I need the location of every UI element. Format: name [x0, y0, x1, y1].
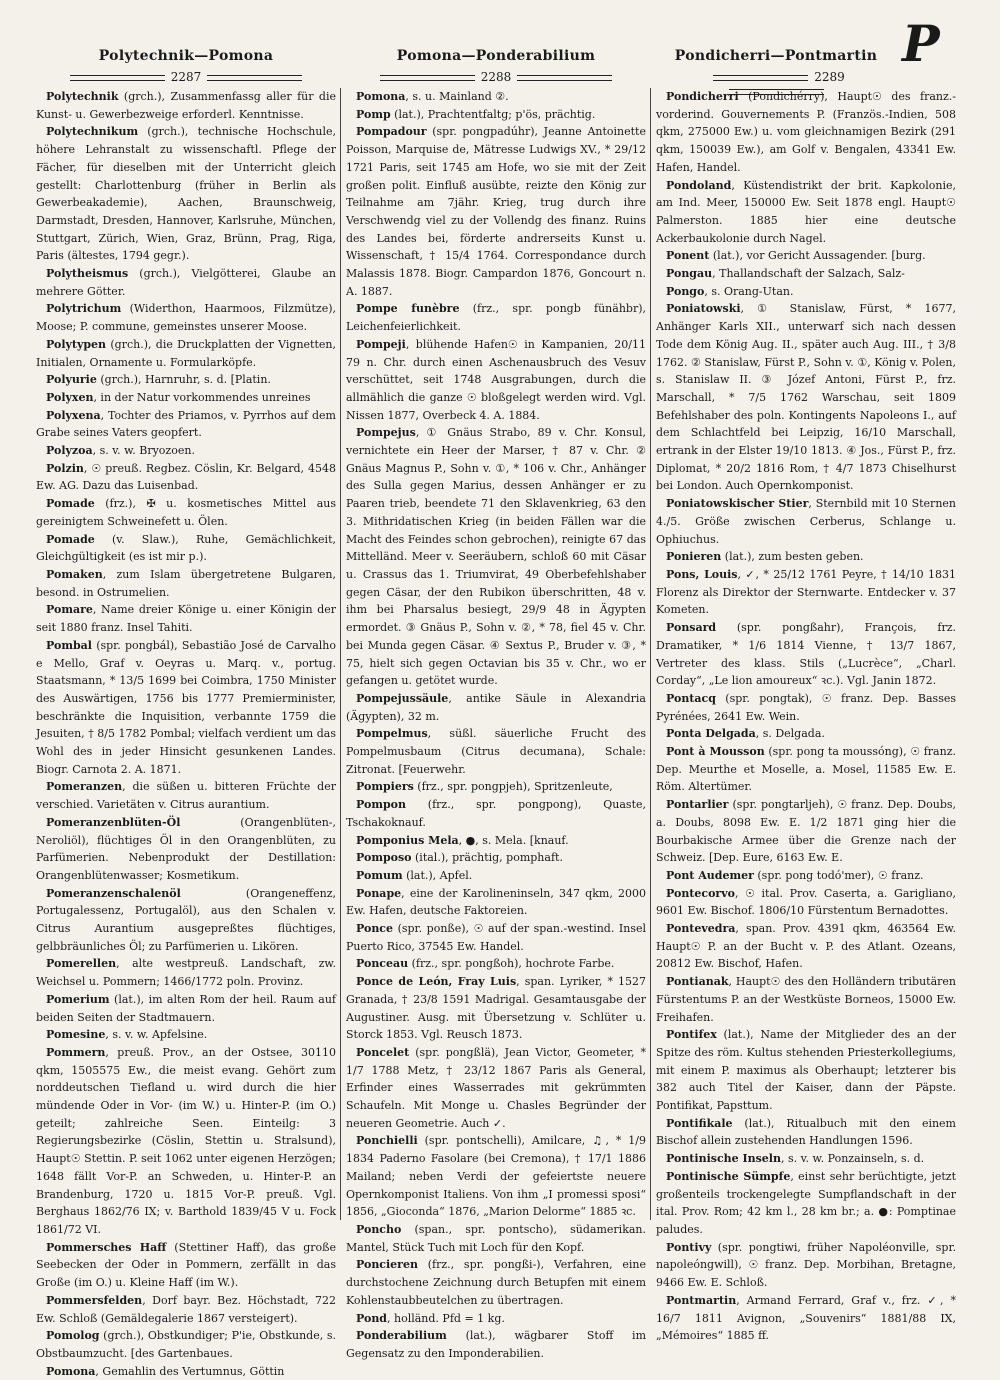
column-right	[656, 88, 957, 1343]
entry-headword: Pontecorvo	[666, 886, 735, 900]
entry-text: , Sternbild mit 10 Sternen 4./5. Größe zwischen Cerberus, Schlange u. Ophiuchus.	[656, 497, 956, 546]
entry-headword: Ponsard	[666, 621, 717, 635]
running-head-center: Pomona—Ponderabilium	[396, 48, 596, 64]
entry-text: , Gemahlin des Vertumnus, Göttin	[95, 1364, 285, 1378]
dictionary-entry	[36, 778, 336, 813]
dictionary-entry	[656, 690, 956, 725]
section-letter: P	[902, 14, 940, 73]
entry-text: (grch.), technische Hochschule, höhere Lehranstalt zu wissenschaftl. Pflege der Fächer, für dieselben mit der Unterricht gleich gestellt: Charlottenburg (früher in Berlin als Gewerbeakademie), Aachen, Braunschweig, Darmstadt, Dresden, Hannover, Karlsruhe, München, Stuttgart, Zürich, Wien, Graz, Brünn, Prag, Riga, Paris (ältestes, 1794 gegr.).	[36, 125, 336, 263]
entry-text: (frz., spr. pongb fünähbr), Leichenfeierlichkeit.	[346, 302, 646, 334]
entry-headword: Polyzoa	[46, 444, 93, 458]
dictionary-entry	[656, 495, 956, 548]
entry-text: , Armand Ferrard, Graf v., frz. ✓, * 16/7 1811 Avignon, „Souvenirs“ 1881/88 IX, „Mémoires“ 1885 ff.	[656, 1293, 956, 1343]
dictionary-entry	[346, 1132, 646, 1221]
entry-text: , die süßen u. bitteren Früchte der verschied. Varietäten v. Citrus aurantium.	[36, 780, 336, 812]
dictionary-entry	[36, 1292, 336, 1327]
dictionary-entry	[346, 424, 646, 690]
entry-headword: Ponta Delgada	[666, 727, 756, 741]
entry-headword: Polyurie	[46, 373, 97, 387]
entry-headword: Pompe funèbre	[356, 302, 460, 316]
dictionary-entry	[36, 566, 336, 601]
dictionary-entry	[656, 619, 956, 690]
page-number-center	[346, 70, 646, 84]
dictionary-entry	[656, 1239, 956, 1292]
entry-text: (spr. pontschelli), Amilcare, ♫, * 1/9 1834 Paderno Fasolare (bei Cremona), † 17/1 1886 Mailand; neben Verdi der gefeiertste neuere Opernkomponist Italiens. Von ihm „I promessi sposi“ 1856, „Gioconda“ 1876, „Marion Delorme“ 1885 ꝛc.	[346, 1134, 646, 1219]
dictionary-entry	[346, 88, 646, 106]
entry-headword: Pommersfelden	[46, 1293, 143, 1307]
dictionary-entry	[36, 300, 336, 335]
dictionary-entry	[656, 796, 956, 867]
entry-text: , blühende Hafen☉ in Kampanien, 20/11 79 n. Chr. durch einen Aschenausbruch des Vesuv verschüttet, seit 1748 Ausgrabungen, durch die allmählich die ganze ☉ bloßgelegt werden wird. Vgl. Nissen 1877, Overbeck 4. A. 1884.	[346, 337, 646, 422]
entry-text: (spr. pongtarljeh), ☉ franz. Dep. Doubs, a. Doubs, 8098 Ew. E. 1/2 1871 ging hier die Bourbakische Armee über die Grenze nach der Schweiz. [Dep. Eure, 6163 Ew. E.	[656, 798, 956, 865]
entry-headword: Poncieren	[356, 1258, 418, 1272]
entry-text: , Name dreier Könige u. einer Königin der seit 1880 franz. Insel Tahiti.	[36, 603, 336, 635]
entry-headword: Pomerium	[46, 992, 110, 1006]
dictionary-entry	[36, 1327, 336, 1362]
entry-headword: Ponape	[356, 886, 402, 900]
entry-text: (lat.), Apfel.	[402, 868, 473, 882]
entry-headword: Pomeranzen	[46, 780, 123, 794]
dictionary-entry	[36, 1026, 336, 1044]
entry-text: , ① Stanislaw, Fürst, * 1677, Anhänger Karls XII., unterwarf sich nach dessen Tode dem König Aug. II., später auch Aug. III., † 3/8 1762. ② Stanislaw, Fürst P., Sohn v. ①, König v. Polen, s. Stanislaw II. ③ Józef Antoni, Fürst P., frz. Marschall, * 7/5 1762 Warschau, seit 1809 Befehlshaber des poln. Kontingents Napoleons I., auf dem Schlachtfeld bei Leipzig, 16/10 Marschall, ertrank in der Elster 19/10 1813. ④ Jos., Fürst P., frz. Diplomat, * 20/2 1816 Rom, † 4/7 1873 Chiselhurst bei London. Auch Opernkomponist.	[656, 302, 956, 493]
entry-headword: Pommern	[46, 1045, 106, 1059]
entry-text: (grch.), Vielgötterei, Glaube an mehrere Götter.	[36, 267, 336, 298]
entry-headword: Pomade	[46, 532, 95, 546]
entry-headword: Pontianak	[666, 975, 729, 989]
dictionary-entry	[346, 920, 646, 955]
entry-text: (spr. pongbál), Sebastião José de Carvalho e Mello, Graf v. Oeyras u. Marq. v., portug. Staatsmann, * 13/5 1699 bei Coimbra, 1750 Minister des Auswärtigen, 1756 bis 1777 Premierminister, beschränkte die Inquisition, verbannte 1759 die Jesuiten, † 8/5 1782 Pombal; vielfach verdient um das Wohl des in jeder Hinsicht gesunkenen Landes. Biogr. Carnota 2. A. 1871.	[36, 638, 336, 776]
entry-text: , ① Gnäus Strabo, 89 v. Chr. Konsul, vernichtete ein Heer der Marser, † 87 v. Chr. ② Gnäus Magnus P., Sohn v. ①, * 106 v. Chr., Anhänger des Sulla gegen Marius, dessen Anhänger er zu Paaren trieb, beendete 71 den Sklavenkrieg, 63 den 3. Mithridatischen Krieg (in beiden Fällen war die Macht des Feindes schon gebrochen), reinigte 67 das Mittelländ. Meer v. Seeräubern, schloß 60 mit Cäsar u. Crassus das 1. Triumvirat, 49 Oberbefehlshaber gegen Cäsar, der den Rubikon überschritten, 48 v. ihm bei Pharsalus besiegt, 29/9 48 in Ägypten ermordet. ③ Gnäus P., Sohn v. ②, * 78, fiel 45 v. Chr. bei Munda gegen Cäsar. ④ Sextus P., Bruder v. ③, * 75, hielt sich gegen Octavian bis 35 v. Chr., wo er gefangen u. getötet wurde.	[346, 426, 646, 688]
dictionary-entry	[36, 601, 336, 636]
entry-text: , Küstendistrikt der brit. Kapkolonie, am Ind. Meer, 150000 Ew. Seit 1878 engl. Haupt☉ Palmerston. 1885 hier eine deutsche Ackerbaukolonie durch Nagel.	[656, 178, 956, 245]
entry-text: (frz.), ✠ u. kosmetisches Mittel aus gereinigtem Schweinefett u. Ölen.	[36, 497, 336, 528]
entry-headword: Pomona	[46, 1364, 96, 1378]
entry-text: , Dorf bayr. Bez. Höchstadt, 722 Ew. Schloß (Gemäldegalerie 1867 versteigert).	[36, 1293, 336, 1325]
entry-headword: Pondoland	[666, 178, 732, 192]
entry-headword: Pompelmus	[356, 727, 428, 741]
column-left	[36, 88, 336, 1378]
dictionary-entry	[346, 725, 646, 778]
dictionary-entry	[656, 1150, 956, 1168]
entry-headword: Pomolog	[46, 1329, 100, 1343]
entry-headword: Pomeranzenschalenöl	[46, 886, 181, 900]
entry-text: (spr. pongtak), ☉ franz. Dep. Basses Pyrénées, 2641 Ew. Wein.	[656, 691, 956, 723]
dictionary-entry	[346, 1221, 646, 1256]
entry-headword: Polytechnikum	[46, 125, 139, 139]
entry-text: , span. Lyriker, * 1527 Granada, † 23/8 1591 Madrigal. Gesamtausgabe der Augustiner. Ausg. mit Übersetzung v. Schlüter u. Storck 1853. Vgl. Reusch 1873.	[346, 975, 646, 1042]
dictionary-entry	[656, 548, 956, 566]
dictionary-entry	[656, 283, 956, 301]
entry-headword: Pomponius Mela	[356, 833, 459, 847]
entry-text: (lat.), Prachtentfaltg; p'ös, prächtig.	[390, 107, 596, 121]
dictionary-entry	[346, 778, 646, 796]
entry-text: (Stettiner Haff), das große Seebecken der Oder in Pommern, zerfällt in das Große (im O.) u. Kleine Haff (im W.).	[36, 1240, 336, 1290]
entry-text: (lat.), wägbarer Stoff im Gegensatz zu den Imponderabilien.	[346, 1329, 646, 1360]
entry-text: , s. v. w. Bryozoen.	[92, 444, 195, 458]
entry-text: , s. Delgada.	[755, 727, 825, 741]
dictionary-entry	[346, 832, 646, 850]
dictionary-entry	[36, 442, 336, 460]
dictionary-entry	[36, 123, 336, 265]
entry-headword: Pongau	[666, 267, 713, 281]
entry-headword: Pontivy	[666, 1240, 712, 1254]
entry-text: (grch.), die Druckplatten der Vignetten, Initialen, Ornamente u. Formularköpfe.	[36, 337, 336, 369]
entry-text: , ☉ ital. Prov. Caserta, a. Garigliano, 9601 Ew. Bischof. 1806/10 Fürstentum Bernadottes.	[656, 886, 956, 918]
entry-text: , span. Prov. 4391 qkm, 463564 Ew. Haupt☉ P. an der Bucht v. P. des Atlant. Ozeans, 20812 Ew. Bischof, Hafen.	[656, 922, 956, 971]
entry-text: (grch.), Obstkundiger; P'ie, Obstkunde, s. Obstbaumzucht. [des Gartenbaues.	[36, 1329, 336, 1360]
entry-headword: Polytypen	[46, 337, 107, 351]
dictionary-entry	[36, 1363, 336, 1380]
entry-headword: Poniatowskischer Stier	[666, 497, 809, 511]
dictionary-entry	[656, 247, 956, 265]
page-number-center-text: 2288	[480, 70, 512, 84]
entry-text: (Pondichérry), Haupt☉ des franz.-vorderind. Gouvernements P. (Französ.-Indien, 508 qkm, 275000 Ew.) u. vom gleichnamigen Bezirk (291 qkm, 150039 Ew.), am Golf v. Bengalen, 43341 Ew. Hafen, Handel.	[656, 90, 956, 174]
dictionary-entry	[656, 300, 956, 495]
dictionary-entry	[656, 725, 956, 743]
entry-text: , antike Säule in Alexandria (Ägypten), 32 m.	[346, 691, 646, 723]
entry-text: (frz., spr. pongßoh), hochrote Farbe.	[408, 957, 615, 971]
entry-text: (spr. pongtiwi, früher Napoléonville, spr. napoleóngwill), ☉ franz. Dep. Morbihan, Bretagne, 9466 Ew. E. Schloß.	[656, 1240, 956, 1290]
dictionary-entry	[36, 336, 336, 371]
dictionary-entry	[36, 265, 336, 300]
dictionary-entry	[346, 123, 646, 300]
entry-headword: Polyxena	[46, 408, 101, 422]
running-head-right: Pondicherri—Pontmartin	[674, 48, 878, 64]
entry-headword: Pongo	[666, 284, 705, 298]
entry-headword: Pompadour	[356, 125, 427, 139]
dictionary-entry	[36, 955, 336, 990]
entry-text: (spr. pong todó'mer), ☉ franz.	[753, 868, 924, 882]
dictionary-entry	[656, 920, 956, 973]
entry-text: , s. v. w. Ponzainseln, s. d.	[780, 1152, 925, 1166]
entry-headword: Pontifex	[666, 1028, 717, 1042]
dictionary-entry	[346, 849, 646, 867]
entry-text: (spr. pongßlä), Jean Victor, Geometer, * 1/7 1788 Metz, † 23/12 1867 Paris als General, Erfinder eines Wasserrades mit gekrümmten Schaufeln. Mit Monge u. Chasles Begründer der neueren Geometrie. Auch ✓.	[346, 1045, 646, 1130]
entry-headword: Ponent	[666, 249, 710, 263]
entry-text: (frz., spr. pongßi-), Verfahren, eine durchstochene Zeichnung durch Betupfen mit einem Kohlenstaubbeutelchen zu übertragen.	[346, 1258, 646, 1307]
dictionary-entry	[36, 637, 336, 779]
entry-text: (grch.), Harnruhr, s. d. [Platin.	[96, 373, 271, 387]
entry-headword: Pont Audemer	[666, 868, 754, 882]
dictionary-entry	[346, 1327, 646, 1362]
dictionary-entry	[656, 867, 956, 885]
dictionary-entry	[656, 973, 956, 1026]
entry-text: (lat.), im alten Rom der heil. Raum auf beiden Seiten der Stadtmauern.	[36, 992, 336, 1024]
entry-headword: Pompiers	[356, 780, 414, 794]
entry-headword: Pomesine	[46, 1028, 106, 1042]
page-number-right-text: 2289	[814, 70, 845, 84]
entry-headword: Pomp	[356, 107, 391, 121]
entry-text: , süßl. säuerliche Frucht des Pompelmusbaum (Citrus decumana), Schale: Zitronat. [Feuerwehr.	[346, 727, 646, 776]
dictionary-entry	[656, 177, 956, 248]
entry-text: (spr. ponße), ☉ auf der span.-westind. Insel Puerto Rico, 37545 Ew. Handel.	[346, 922, 646, 953]
column-center	[346, 88, 646, 1360]
dictionary-entry	[36, 460, 336, 495]
entry-headword: Pontmartin	[666, 1293, 737, 1307]
entry-headword: Polytheismus	[46, 267, 129, 281]
entry-text: , ✓, * 25/12 1761 Peyre, † 14/10 1831 Florenz als Direktor der Sternwarte. Entdecker v. 37 Kometen.	[656, 567, 957, 617]
entry-headword: Pompon	[356, 798, 406, 812]
dictionary-entry	[656, 885, 956, 920]
entry-headword: Pontifikale	[666, 1116, 733, 1130]
entry-headword: Pontarlier	[666, 798, 729, 812]
dictionary-entry	[656, 1115, 956, 1150]
dictionary-entry	[36, 1044, 336, 1239]
entry-text: (span., spr. pontscho), südamerikan. Mantel, Stück Tuch mit Loch für den Kopf.	[346, 1223, 646, 1254]
entry-text: (grch.), Zusammenfassg aller für die Kunst- u. Gewerbezweige erforderl. Kenntnisse.	[36, 90, 336, 121]
running-head-left: Polytechnik—Pomona	[98, 48, 274, 64]
entry-headword: Polyxen	[46, 390, 94, 404]
dictionary-entry	[346, 867, 646, 885]
dictionary-entry	[656, 1292, 956, 1345]
dictionary-entry	[346, 973, 646, 1044]
entry-text: , in der Natur vorkommendes unreines	[93, 390, 311, 404]
entry-headword: Pomaken	[46, 567, 103, 581]
entry-text: (Orangenblüten-, Neroliöl), flüchtiges Öl in den Orangenblüten, zu Parfümerien. Nebenprodukt der Destillation: Orangenblütenwasser; Kosmetikum.	[36, 815, 336, 882]
entry-headword: Ponce	[356, 922, 394, 936]
entry-text: , s. u. Mainland ②.	[405, 90, 509, 103]
entry-headword: Poncho	[356, 1223, 402, 1236]
dictionary-entry	[36, 1239, 336, 1292]
dictionary-entry	[346, 796, 646, 831]
entry-text: (frz., spr. pongpjeh), Spritzenleute,	[413, 780, 613, 794]
entry-headword: Ponderabilium	[356, 1329, 447, 1343]
dictionary-entry	[656, 566, 956, 619]
entry-headword: Pont à Mousson	[666, 745, 765, 759]
entry-text: (ital.), prächtig, pomphaft.	[411, 851, 563, 865]
dictionary-entry	[346, 885, 646, 920]
entry-headword: Pomerellen	[46, 957, 117, 971]
entry-text: , einst sehr berüchtigte, jetzt großenteils trockengelegte Sumpflandschaft in der ital. Prov. Rom; 42 km l., 28 km br.; a. ●: Pomptinae paludes.	[656, 1169, 957, 1236]
entry-headword: Polzin	[46, 461, 84, 475]
entry-headword: Pons, Louis	[666, 567, 738, 581]
dictionary-entry	[346, 1256, 646, 1309]
entry-text: , holländ. Pfd = 1 kg.	[387, 1311, 505, 1325]
dictionary-entry	[36, 814, 336, 885]
entry-text: , alte westpreuß. Landschaft, zw. Weichsel u. Pommern; 1466/1772 poln. Provinz.	[36, 957, 336, 989]
entry-text: (spr. pongßahr), François, frz. Dramatiker, * 1/6 1814 Vienne, † 13/7 1867, Vertreter des klass. Stils („Lucrèce“, „Charl. Corday“, „Le lion amoureux“ ꝛc.). Vgl. Janin 1872.	[656, 621, 956, 688]
dictionary-entry	[346, 1310, 646, 1328]
entry-headword: Pomona	[356, 90, 406, 103]
entry-headword: Pomare	[46, 603, 93, 617]
entry-text: , Haupt☉ des den Holländern tributären Fürstentums P. an der Westküste Borneos, 15000 Ew. Freihafen.	[656, 975, 956, 1024]
dictionary-entry	[656, 1168, 956, 1239]
entry-headword: Ponieren	[666, 550, 722, 564]
entry-text: , preuß. Prov., an der Ostsee, 30110 qkm, 1505575 Ew., die meist evang. Gehört zum norddeutschen Tiefland u. wird durch die hier mündende Oder in Vor- (im W.) u. Hinter-P. (im O.) geteilt; zahlreiche Seen. Einteilg: 3 Regierungsbezirke (Cöslin, Stettin u. Stralsund), Haupt☉ Stettin. P. seit 1062 unter eigenen Herzögen; 1648 fällt Vor-P. an Schweden, u. Hinter-P. an Brandenburg, 1720 u. 1815 Vor-P. preuß. Vgl. Berghaus 1862/76 IX; v. Barthold 1839/45 V u. Fock 1861/72 VI.	[36, 1045, 336, 1236]
dictionary-entry	[656, 265, 956, 283]
entry-headword: Pomeranzenblüten-Öl	[46, 815, 181, 829]
dictionary-entry	[36, 371, 336, 389]
entry-headword: Ponce de León, Fray Luis	[356, 975, 517, 989]
entry-headword: Pomum	[356, 868, 403, 882]
entry-text: , ●, s. Mela. [knauf.	[458, 833, 569, 847]
entry-headword: Ponceau	[356, 957, 409, 971]
entry-headword: Pombal	[46, 638, 92, 652]
entry-text: (spr. pongpadúhr), Jeanne Antoinette Poisson, Marquise de, Mätresse Ludwigs XV., * 29/12 1721 Paris, seit 1745 am Hofe, wo sie mit der Zeit großen polit. Einfluß ausübte, reizte den König zur Teilnahme am 7jähr. Krieg, trug durch ihre Verschwendg viel zu der Vollendg des finanz. Ruins des Landes bei, förderte andrerseits Kunst u. Wissenschaft, † 15/4 1764. Correspondance durch Malassis 1878. Biogr. Campardon 1876, Goncourt n. A. 1887.	[346, 125, 646, 298]
entry-headword: Pontinische Inseln	[666, 1152, 781, 1166]
entry-headword: Pond	[356, 1311, 388, 1325]
page-number-left-text: 2287	[170, 70, 202, 84]
entry-text: , s. Orang-Utan.	[704, 284, 794, 298]
entry-text: , Tochter des Priamos, v. Pyrrhos auf dem Grabe seines Vaters geopfert.	[36, 408, 336, 440]
entry-text: , Thallandschaft der Salzach, Salz-	[712, 267, 905, 281]
dictionary-entry	[346, 336, 646, 425]
column-divider	[650, 88, 651, 1220]
dictionary-entry	[656, 1026, 956, 1115]
column-divider	[340, 88, 341, 1220]
entry-text: (Widerthon, Haarmoos, Filzmütze), Moose; P. commune, gemeinstes unserer Moose.	[36, 302, 336, 334]
entry-text: (frz., spr. pongpong), Quaste, Tschakoknauf.	[346, 798, 646, 829]
entry-text: , s. v. w. Apfelsine.	[105, 1028, 208, 1042]
dictionary-entry	[656, 743, 956, 796]
entry-headword: Pompeji	[356, 337, 406, 351]
entry-text: (lat.), zum besten geben.	[721, 550, 864, 564]
entry-text: , ☉ preuß. Regbez. Cöslin, Kr. Belgard, 4548 Ew. AG. Dazu das Luisenbad.	[36, 461, 336, 493]
entry-headword: Pontinische Sümpfe	[666, 1169, 791, 1183]
dictionary-entry	[36, 495, 336, 530]
dictionary-entry	[36, 88, 336, 123]
entry-headword: Pondicherri	[666, 90, 739, 103]
dictionary-entry	[346, 106, 646, 124]
entry-headword: Polytechnik	[46, 90, 119, 103]
entry-text: (lat.), vor Gericht Aussagender. [burg.	[709, 249, 926, 263]
entry-headword: Pommersches Haff	[46, 1240, 167, 1254]
entry-headword: Pontacq	[666, 691, 716, 705]
dictionary-entry	[36, 389, 336, 407]
entry-text: (spr. pong ta moussóng), ☉ franz. Dep. Meurthe et Moselle, a. Mosel, 11585 Ew. E. Röm. Altertümer.	[656, 745, 956, 794]
entry-headword: Pomposo	[356, 851, 412, 865]
entry-text: (Orangeneffenz, Portugalessenz, Portugalöl), aus den Schalen v. Citrus Aurantium ausgepreßtes flüchtiges, gelbbräunliches Öl; zu Parfümerien u. Likören.	[36, 886, 336, 953]
dictionary-entry	[36, 885, 336, 956]
entry-text: (v. Slaw.), Ruhe, Gemächlichkeit, Gleichgültigkeit (es ist mir p.).	[36, 532, 336, 564]
page-number-left	[36, 70, 336, 84]
entry-headword: Poniatowski	[666, 302, 741, 316]
dictionary-entry	[346, 1044, 646, 1133]
dictionary-entry	[36, 531, 336, 566]
entry-headword: Pomade	[46, 497, 95, 511]
dictionary-entry	[346, 300, 646, 335]
entry-headword: Ponchielli	[356, 1134, 418, 1148]
entry-headword: Pontevedra	[666, 922, 736, 936]
entry-headword: Polytrichum	[46, 302, 122, 316]
dictionary-entry	[36, 407, 336, 442]
entry-text: , zum Islam übergetretene Bulgaren, besond. in Ostrumelien.	[36, 567, 336, 599]
dictionary-entry	[346, 690, 646, 725]
entry-headword: Pompejussäule	[356, 691, 449, 705]
dictionary-entry	[346, 955, 646, 973]
entry-text: , eine der Karolineninseln, 347 qkm, 2000 Ew. Hafen, deutsche Faktoreien.	[346, 886, 646, 918]
entry-headword: Pompejus	[356, 426, 416, 440]
dictionary-entry	[36, 991, 336, 1026]
entry-text: (lat.), Ritualbuch mit den einem Bischof allein zustehenden Handlungen 1596.	[656, 1116, 956, 1148]
entry-text: (lat.), Name der Mitglieder des an der Spitze des röm. Kultus stehenden Priesterkollegiums, mit einem P. maximus als Oberhaupt; letzterer bis 382 auch Titel der Kaiser, dann der Päpste. Pontifikat, Papsttum.	[656, 1028, 956, 1113]
entry-headword: Poncelet	[356, 1045, 410, 1059]
dictionary-entry	[656, 88, 956, 177]
